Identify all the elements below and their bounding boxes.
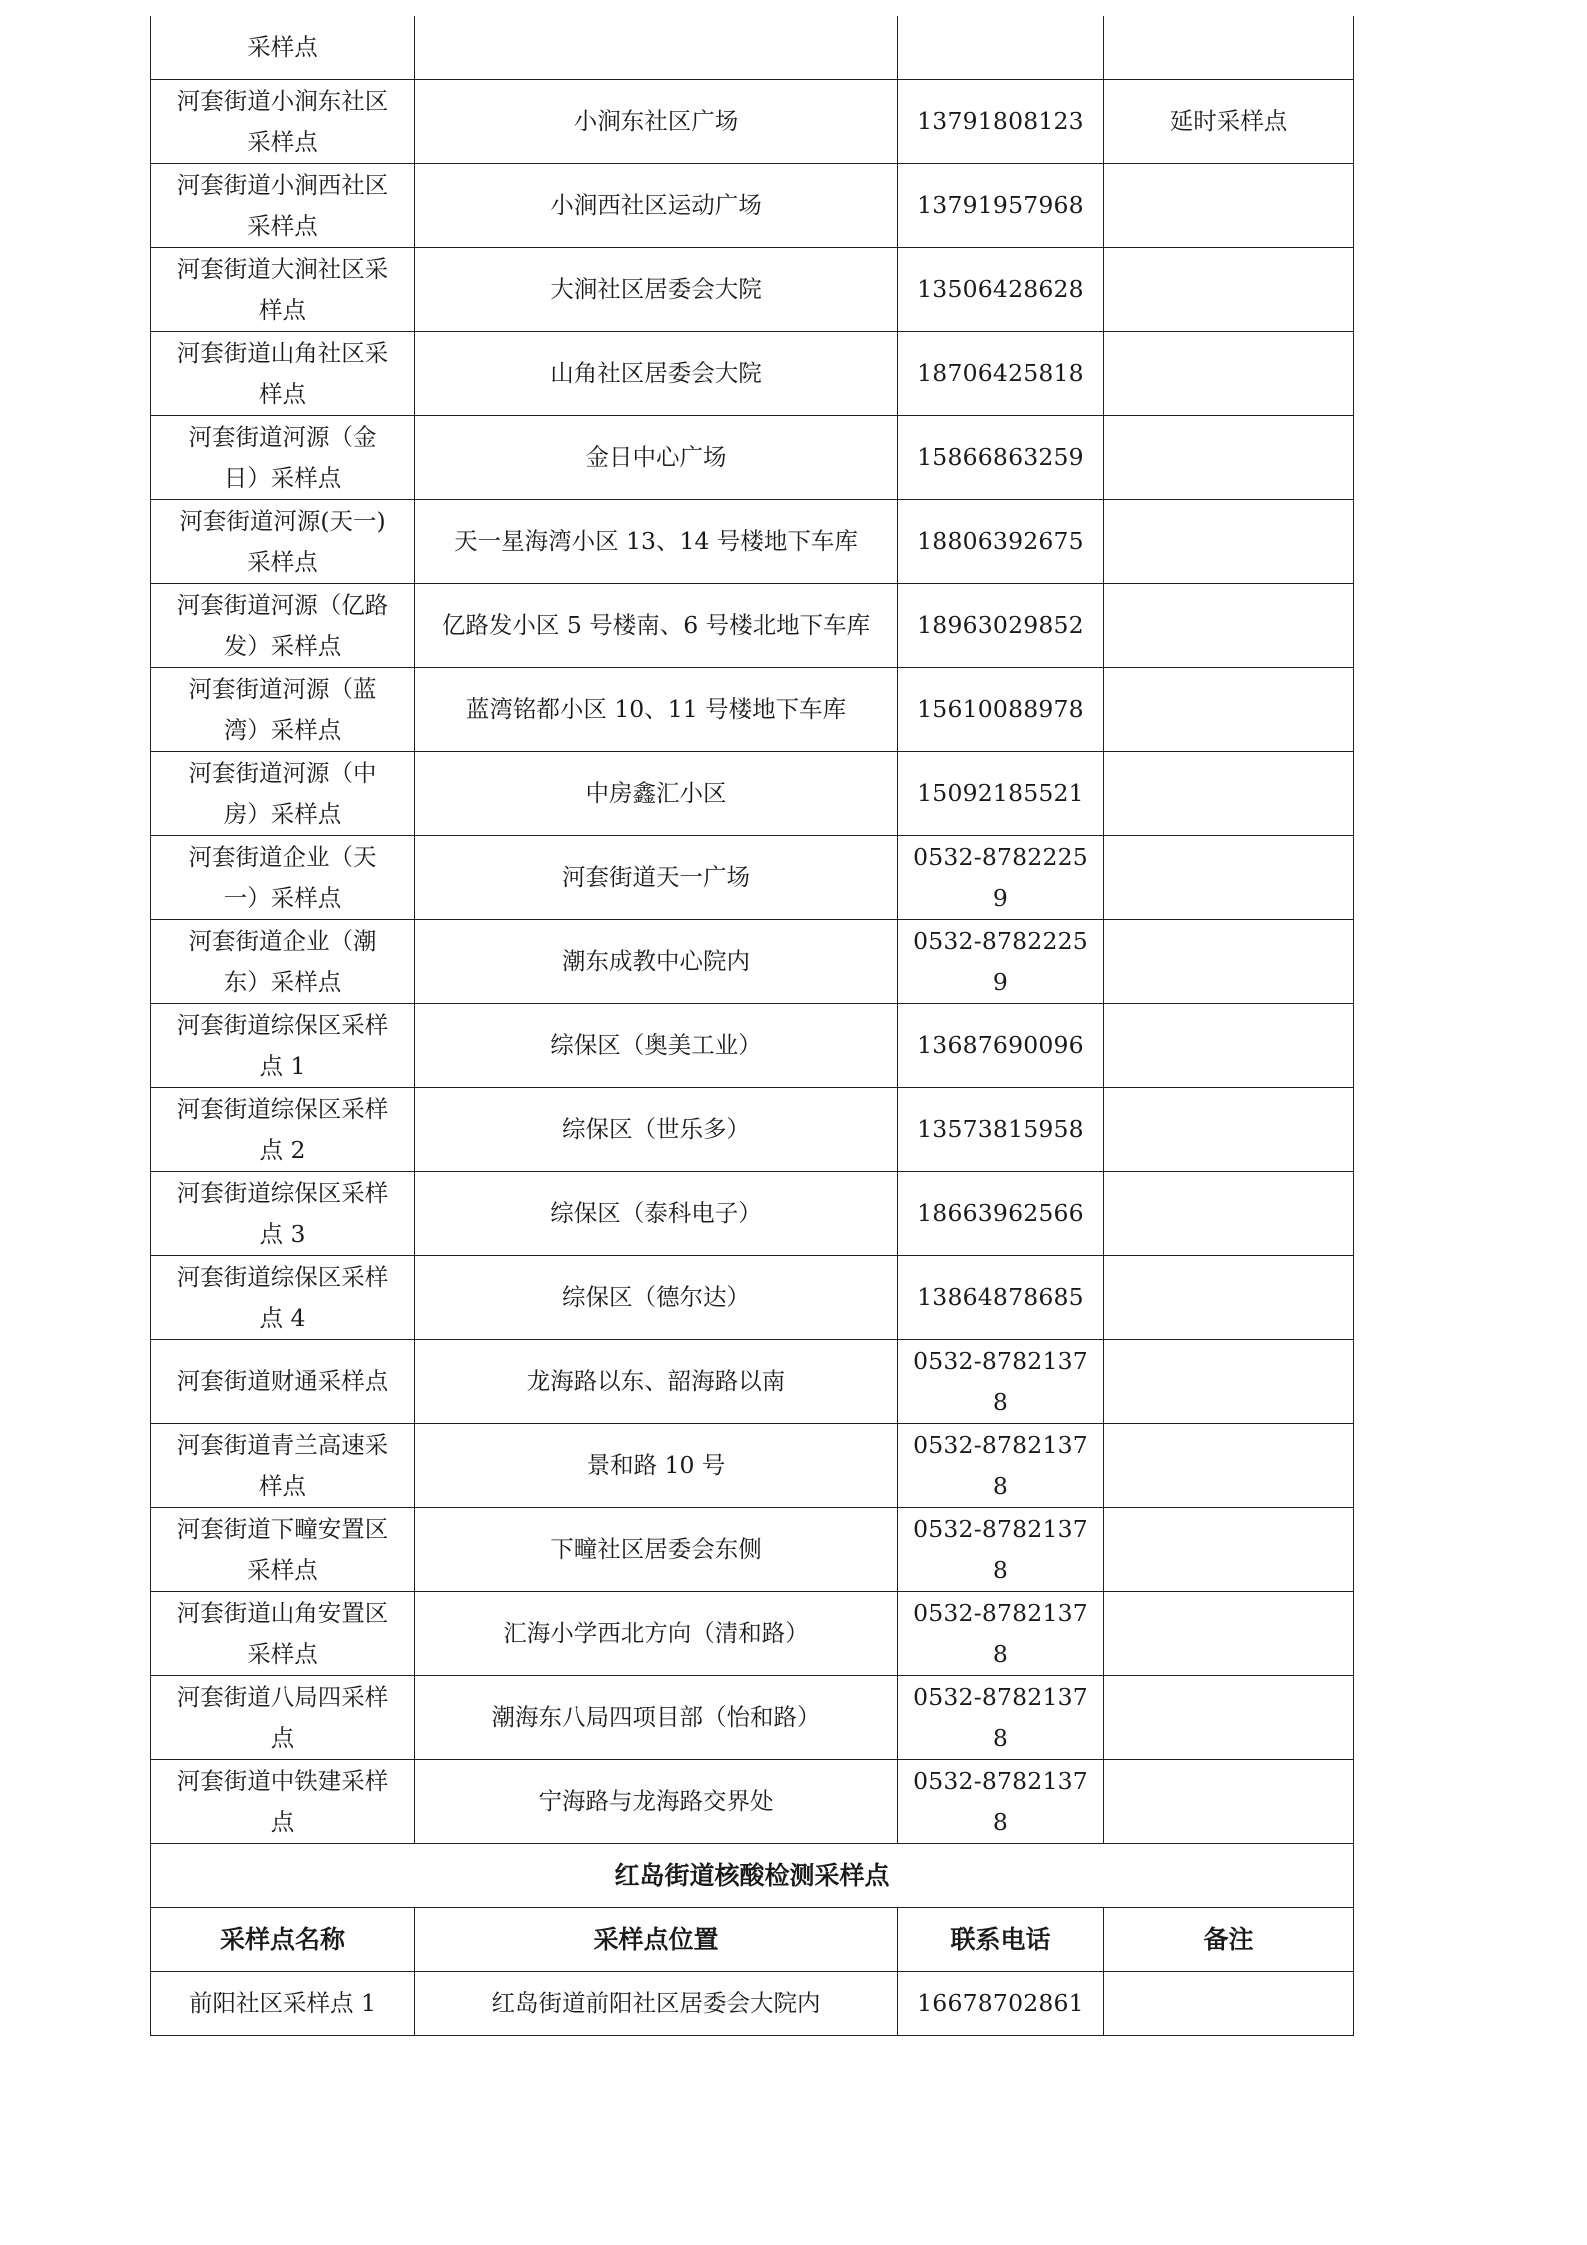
cell-location: 中房鑫汇小区 xyxy=(415,752,898,836)
cell-location: 汇海小学西北方向（清和路） xyxy=(415,1592,898,1676)
cell-name: 河套街道下疃安置区采样点 xyxy=(151,1508,415,1592)
cell-phone: 15866863259 xyxy=(898,416,1104,500)
table-row xyxy=(151,1256,1354,1340)
cell-location: 金日中心广场 xyxy=(415,416,898,500)
cell-name: 河套街道企业（潮东）采样点 xyxy=(151,920,415,1004)
cell-note xyxy=(1104,332,1354,416)
table-row xyxy=(151,1172,1354,1256)
cell-phone: 13864878685 xyxy=(898,1256,1104,1340)
section-title-row xyxy=(151,1844,1354,1908)
cell-note xyxy=(1104,500,1354,584)
cell-name: 河套街道河源（中房）采样点 xyxy=(151,752,415,836)
cell-name: 河套街道综保区采样点 2 xyxy=(151,1088,415,1172)
table-row xyxy=(151,164,1354,248)
table-row xyxy=(151,1088,1354,1172)
table-row xyxy=(151,1592,1354,1676)
cell-name: 河套街道河源（金日）采样点 xyxy=(151,416,415,500)
cell-note xyxy=(1104,752,1354,836)
cell-phone: 13687690096 xyxy=(898,1004,1104,1088)
table-body xyxy=(151,16,1354,2036)
cell-phone: 16678702861 xyxy=(898,1972,1104,2036)
cell-phone: 13791957968 xyxy=(898,164,1104,248)
cell-name: 河套街道综保区采样点 1 xyxy=(151,1004,415,1088)
cell-phone: 18663962566 xyxy=(898,1172,1104,1256)
cell-phone: 0532-87821378 xyxy=(898,1508,1104,1592)
table-row xyxy=(151,584,1354,668)
cell-name: 河套街道小涧西社区采样点 xyxy=(151,164,415,248)
cell-note xyxy=(1104,1972,1354,2036)
cell-name: 前阳社区采样点 1 xyxy=(151,1972,415,2036)
cell-location: 红岛街道前阳社区居委会大院内 xyxy=(415,1972,898,2036)
cell-phone: 18806392675 xyxy=(898,500,1104,584)
cell-phone: 0532-87821378 xyxy=(898,1340,1104,1424)
cell-phone: 0532-87822259 xyxy=(898,836,1104,920)
cell-phone: 15092185521 xyxy=(898,752,1104,836)
header-name: 采样点名称 xyxy=(151,1908,415,1972)
cell-note xyxy=(1104,920,1354,1004)
cell-location: 山角社区居委会大院 xyxy=(415,332,898,416)
table-row xyxy=(151,1676,1354,1760)
table-row xyxy=(151,1972,1354,2036)
cell-name: 河套街道企业（天一）采样点 xyxy=(151,836,415,920)
cell-note xyxy=(1104,584,1354,668)
cell-phone: 13506428628 xyxy=(898,248,1104,332)
table-row xyxy=(151,80,1354,164)
cell-location: 小涧西社区运动广场 xyxy=(415,164,898,248)
cell-note xyxy=(1104,248,1354,332)
cell-location xyxy=(415,16,898,80)
cell-location: 天一星海湾小区 13、14 号楼地下车库 xyxy=(415,500,898,584)
cell-name: 河套街道青兰高速采样点 xyxy=(151,1424,415,1508)
cell-note xyxy=(1104,1592,1354,1676)
cell-location: 亿路发小区 5 号楼南、6 号楼北地下车库 xyxy=(415,584,898,668)
cell-note xyxy=(1104,1340,1354,1424)
cell-phone: 0532-87821378 xyxy=(898,1676,1104,1760)
cell-note xyxy=(1104,668,1354,752)
cell-location: 龙海路以东、韶海路以南 xyxy=(415,1340,898,1424)
cell-note xyxy=(1104,1508,1354,1592)
cell-note xyxy=(1104,164,1354,248)
cell-note xyxy=(1104,1172,1354,1256)
cell-location: 综保区（奥美工业） xyxy=(415,1004,898,1088)
cell-name: 河套街道综保区采样点 4 xyxy=(151,1256,415,1340)
cell-name: 河套街道财通采样点 xyxy=(151,1340,415,1424)
cell-note: 延时采样点 xyxy=(1104,80,1354,164)
cell-location: 潮东成教中心院内 xyxy=(415,920,898,1004)
cell-phone: 18963029852 xyxy=(898,584,1104,668)
table-row xyxy=(151,836,1354,920)
cell-location: 综保区（世乐多） xyxy=(415,1088,898,1172)
cell-phone: 18706425818 xyxy=(898,332,1104,416)
cell-name: 河套街道中铁建采样点 xyxy=(151,1760,415,1844)
table-row xyxy=(151,668,1354,752)
cell-location: 小涧东社区广场 xyxy=(415,80,898,164)
cell-name: 河套街道河源（亿路发）采样点 xyxy=(151,584,415,668)
cell-phone: 0532-87821378 xyxy=(898,1592,1104,1676)
cell-note xyxy=(1104,416,1354,500)
cell-phone: 13791808123 xyxy=(898,80,1104,164)
table-row xyxy=(151,248,1354,332)
cell-location: 河套街道天一广场 xyxy=(415,836,898,920)
cell-location: 下疃社区居委会东侧 xyxy=(415,1508,898,1592)
table-row xyxy=(151,500,1354,584)
sampling-points-table xyxy=(150,16,1354,2036)
column-header-row xyxy=(151,1908,1354,1972)
cell-note xyxy=(1104,1424,1354,1508)
cell-location: 宁海路与龙海路交界处 xyxy=(415,1760,898,1844)
cell-note xyxy=(1104,16,1354,80)
cell-phone xyxy=(898,16,1104,80)
header-phone: 联系电话 xyxy=(898,1908,1104,1972)
cell-location: 蓝湾铭都小区 10、11 号楼地下车库 xyxy=(415,668,898,752)
header-note: 备注 xyxy=(1104,1908,1354,1972)
cell-phone: 0532-87821378 xyxy=(898,1760,1104,1844)
table-row xyxy=(151,1760,1354,1844)
table-row xyxy=(151,16,1354,80)
cell-name: 河套街道大涧社区采样点 xyxy=(151,248,415,332)
table-row xyxy=(151,1424,1354,1508)
cell-location: 综保区（德尔达） xyxy=(415,1256,898,1340)
cell-name: 河套街道综保区采样点 3 xyxy=(151,1172,415,1256)
cell-note xyxy=(1104,1088,1354,1172)
cell-phone: 13573815958 xyxy=(898,1088,1104,1172)
cell-name: 河套街道河源（蓝湾）采样点 xyxy=(151,668,415,752)
cell-note xyxy=(1104,1004,1354,1088)
cell-location: 景和路 10 号 xyxy=(415,1424,898,1508)
section-title: 红岛街道核酸检测采样点 xyxy=(151,1844,1354,1908)
cell-name: 河套街道山角社区采样点 xyxy=(151,332,415,416)
cell-name: 采样点 xyxy=(151,16,415,80)
header-location: 采样点位置 xyxy=(415,1908,898,1972)
table-row xyxy=(151,920,1354,1004)
cell-location: 大涧社区居委会大院 xyxy=(415,248,898,332)
cell-name: 河套街道八局四采样点 xyxy=(151,1676,415,1760)
cell-phone: 15610088978 xyxy=(898,668,1104,752)
cell-note xyxy=(1104,1760,1354,1844)
cell-name: 河套街道小涧东社区采样点 xyxy=(151,80,415,164)
cell-location: 综保区（泰科电子） xyxy=(415,1172,898,1256)
cell-name: 河套街道河源(天一)采样点 xyxy=(151,500,415,584)
cell-note xyxy=(1104,1256,1354,1340)
cell-name: 河套街道山角安置区采样点 xyxy=(151,1592,415,1676)
cell-phone: 0532-87822259 xyxy=(898,920,1104,1004)
cell-note xyxy=(1104,1676,1354,1760)
table-row xyxy=(151,1340,1354,1424)
table-row xyxy=(151,416,1354,500)
table-row xyxy=(151,752,1354,836)
cell-location: 潮海东八局四项目部（怡和路） xyxy=(415,1676,898,1760)
table-row xyxy=(151,1004,1354,1088)
table-row xyxy=(151,1508,1354,1592)
table-row xyxy=(151,332,1354,416)
cell-phone: 0532-87821378 xyxy=(898,1424,1104,1508)
cell-note xyxy=(1104,836,1354,920)
